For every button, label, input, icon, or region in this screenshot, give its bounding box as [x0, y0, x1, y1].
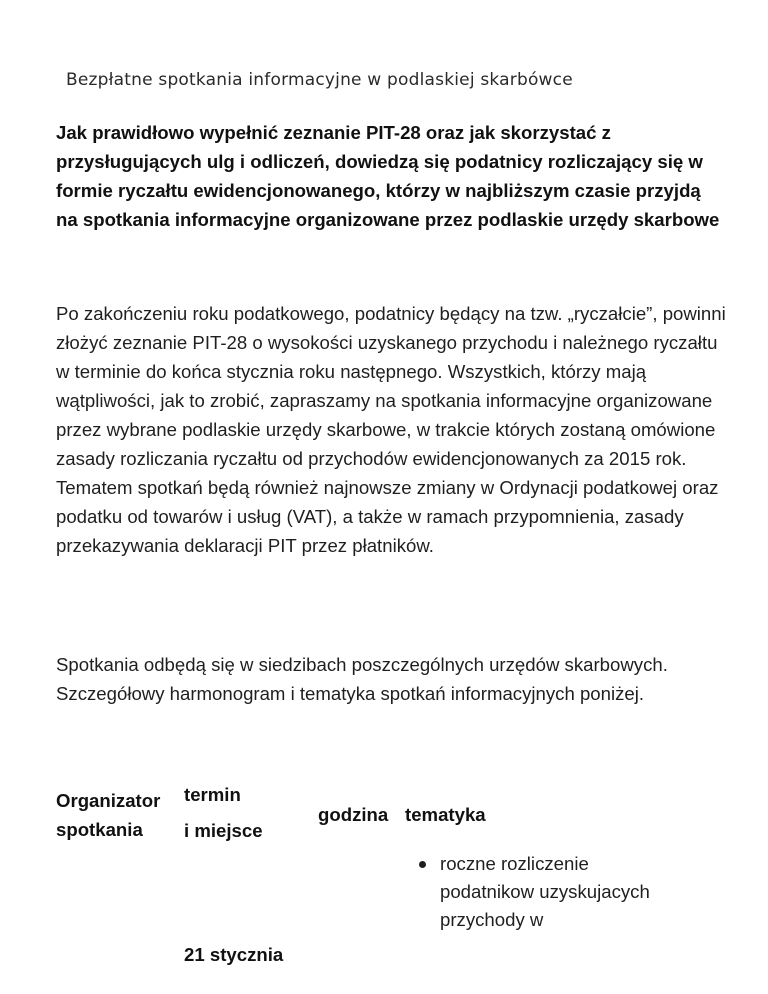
header-termin-line2: i miejsce [184, 820, 263, 841]
row-date: 21 stycznia [184, 944, 284, 965]
article-paragraph-1: Po zakończeniu roku podatkowego, podatnicy będący na tzw. „ryczałcie”, powinni złożyć zeznanie PIT-28 o wysokości uzyskanego przychodu i należnego ryczałtu w terminie do końca stycznia roku następnego. Wszystkich, którzy mają wątpliwości, jak to zrobić, zapraszamy na spotkania informacyjne organizowane przez wybrane podlaskie urzędy skarbowe, w trakcie których zostaną omówione zasady rozliczania ryczałtu od przychodów ewidencjonowanych za 2015 rok. Tematem spotkań będą również najnowsze zmiany w Ordynacji podatkowej oraz podatku od towarów i usług (VAT), a także w ramach przypomnienia, zasady przekazywania deklaracji PIT przez płatników. [56, 303, 726, 556]
header-tematyka: tematyka [405, 804, 486, 825]
bullet-icon [419, 861, 426, 868]
topic-text: roczne rozliczenie podatnikow uzyskujacych przychody w [440, 853, 650, 930]
header-termin [184, 780, 314, 845]
topic-list [410, 850, 660, 934]
page-title: Bezpłatne spotkania informacyjne w podlaskiej skarbówce [66, 70, 573, 90]
header-organizer: Organizator spotkania [56, 790, 161, 840]
list-item [410, 850, 660, 934]
header-termin-line1: termin [184, 784, 241, 805]
header-godzina: godzina [318, 804, 389, 825]
article-paragraph-2: Spotkania odbędą się w siedzibach poszczególnych urzędów skarbowych. Szczegółowy harmonogram i tematyka spotkań informacyjnych poniżej. [56, 654, 668, 704]
article-lead: Jak prawidłowo wypełnić zeznanie PIT-28 oraz jak skorzystać z przysługujących ulg i odliczeń, dowiedzą się podatnicy rozliczający się w formie ryczałtu ewidencjonowanego, którzy w najbliższym czasie przyjdą na spotkania informacyjne organizowane przez podlaskie urzędy skarbowe [56, 122, 720, 230]
